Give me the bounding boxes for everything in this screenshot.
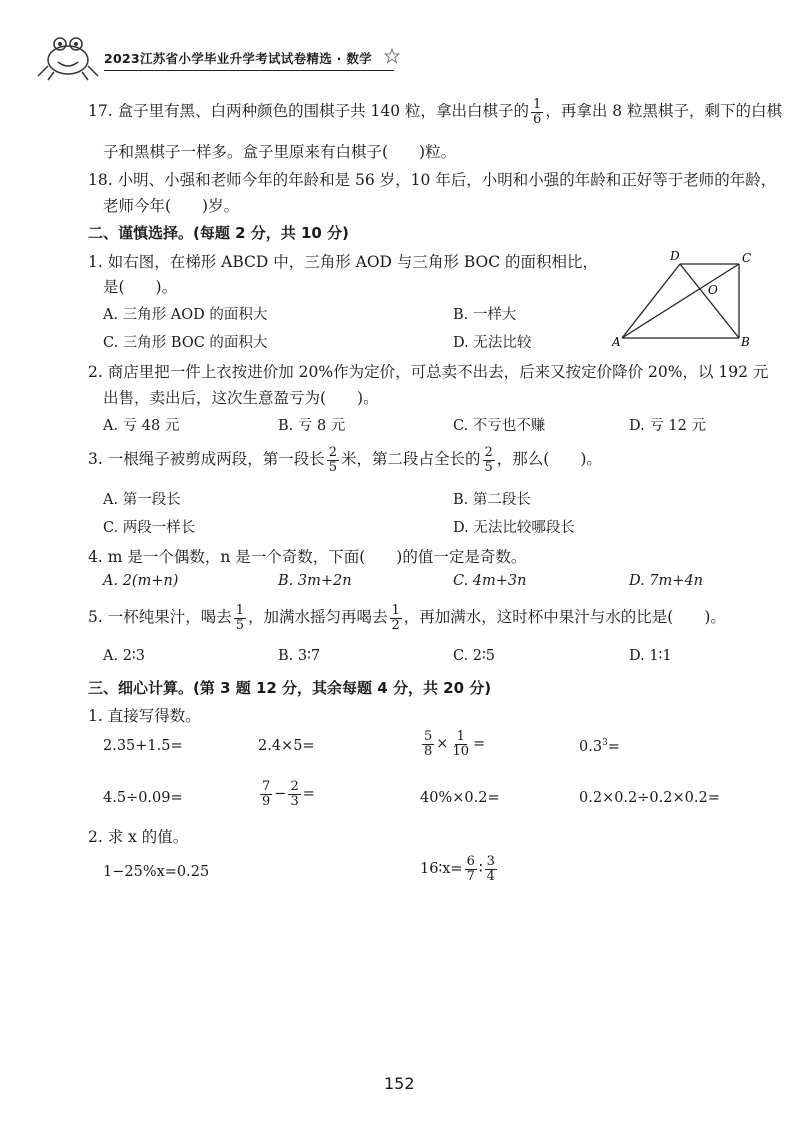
- choice-5-line1: [88, 604, 726, 632]
- choice-2-line2: 出售，卖出后，这次生意盈亏为( )。: [103, 389, 379, 407]
- c3-f2-den: 5: [484, 459, 493, 475]
- c5-text-b: ，加满水摇匀再喝去: [248, 608, 388, 627]
- r2c2-f2-num: 2: [290, 779, 299, 794]
- page-number: 152: [384, 1074, 415, 1093]
- r1c4-exponent: 3: [602, 738, 608, 748]
- choice-3-option-b: B. 第二段长: [453, 492, 531, 508]
- choice-2-option-b: B. 亏 8 元: [278, 418, 346, 434]
- r1c4-base: 0.3: [579, 738, 603, 755]
- choice-1-line2: 是( )。: [103, 278, 178, 296]
- r2c2-equals: =: [302, 786, 315, 803]
- choice-3-option-c: C. 两段一样长: [103, 520, 196, 536]
- eq2-f1-num: 6: [466, 854, 475, 869]
- choice-4-option-c: C. 4m+3n: [453, 573, 527, 589]
- eq2-f2-num: 3: [486, 854, 495, 869]
- r2c2-fraction-2: [288, 780, 300, 808]
- r2c2-f1-num: 7: [262, 779, 271, 794]
- calc-1-r1c2: 2.4×5=: [258, 738, 315, 754]
- r1c3-fraction-1: [422, 730, 434, 758]
- c3-text-b: 米，第二段占全长的: [341, 450, 481, 469]
- calc-2-title: 2. 求 x 的值。: [88, 828, 189, 846]
- question-18-line2: 老师今年( )岁。: [103, 197, 240, 215]
- section-3-title: 三、细心计算。(第 3 题 12 分，其余每题 4 分，共 20 分): [88, 679, 492, 697]
- choice-1-option-c: C. 三角形 BOC 的面积大: [103, 335, 268, 351]
- r1c3-f1-num: 5: [424, 729, 433, 744]
- calc-1-r1c4: [579, 738, 620, 755]
- choice-2-option-d: D. 亏 12 元: [629, 418, 706, 434]
- r1c3-f2-den: 10: [452, 743, 469, 759]
- r1c3-operator: ×: [436, 736, 449, 753]
- r1c3-fraction-2: [450, 730, 471, 758]
- choice-4-option-b: B. 3m+2n: [278, 573, 352, 589]
- choice-5-option-c: C. 2∶5: [453, 648, 496, 664]
- vertex-label-a: A: [612, 335, 621, 348]
- frog-mascot-icon: [34, 30, 102, 82]
- c3-f1-num: 2: [328, 445, 337, 460]
- q17-frac-num: 1: [533, 97, 542, 112]
- c3-f2-num: 2: [484, 445, 493, 460]
- c5-f1-num: 1: [235, 603, 244, 618]
- c5-f2-num: 1: [391, 603, 400, 618]
- star-decoration-icon: [384, 48, 400, 64]
- trapezoid-figure: [612, 248, 762, 348]
- c5-fraction-2: [390, 604, 402, 632]
- vertex-label-c: C: [742, 251, 752, 265]
- calc-1-r2c1: 4.5÷0.09=: [103, 790, 183, 806]
- q17-fraction: [531, 98, 543, 126]
- eq2-fraction-1: [465, 855, 477, 883]
- eq2-fraction-2: [485, 855, 497, 883]
- choice-5-option-a: A. 2∶3: [103, 648, 145, 664]
- choice-4-option-a: A. 2(m+n): [103, 573, 179, 589]
- question-17-line2: 子和黑棋子一样多。盒子里原来有白棋子( )粒。: [103, 143, 457, 161]
- trapezoid-edge-ad: [622, 264, 680, 338]
- section-2-title: 二、谨慎选择。(每题 2 分，共 10 分): [88, 224, 349, 242]
- c3-text-a: 3. 一根绳子被剪成两段，第一段长: [88, 450, 325, 469]
- r2c2-fraction-1: [260, 780, 272, 808]
- choice-3-option-a: A. 第一段长: [103, 492, 181, 508]
- choice-1-option-b: B. 一样大: [453, 307, 517, 323]
- header-rule: [104, 70, 394, 71]
- r1c3-f1-den: 8: [424, 743, 433, 759]
- question-18-line1: 18. 小明、小强和老师今年的年龄和是 56 岁，10 年后，小明和小强的年龄和正好等于老师的年龄，: [88, 171, 777, 189]
- calc-1-r2c3: 40%×0.2=: [420, 790, 500, 806]
- calc-1-r2c4: 0.2×0.2÷0.2×0.2=: [579, 790, 720, 806]
- eq2-ratio-sign: ∶: [478, 861, 483, 878]
- choice-1-line1: 1. 如右图，在梯形 ABCD 中，三角形 AOD 与三角形 BOC 的面积相比，: [88, 253, 599, 271]
- q17-text-a: 17. 盒子里有黑、白两种颜色的围棋子共 140 粒，拿出白棋子的: [88, 102, 530, 121]
- choice-4-line1: 4. m 是一个偶数，n 是一个奇数，下面( )的值一定是奇数。: [88, 548, 527, 566]
- choice-2-option-c: C. 不亏也不赚: [453, 418, 546, 434]
- q17-frac-den: 6: [533, 111, 542, 127]
- vertex-label-b: B: [741, 335, 750, 348]
- eq2-text: 16∶x=: [420, 861, 463, 878]
- r2c2-f1-den: 9: [262, 793, 271, 809]
- calc-1-title: 1. 直接写得数。: [88, 707, 201, 725]
- eq2-f2-den: 4: [486, 868, 495, 884]
- choice-2-line1: 2. 商店里把一件上衣按进价加 20%作为定价，可总卖不出去，后来又按定价降价 20%，以 192 元: [88, 363, 769, 381]
- calc-1-r1c3: [420, 730, 485, 758]
- choice-1-option-a: A. 三角形 AOD 的面积大: [103, 307, 268, 323]
- choice-2-option-a: A. 亏 48 元: [103, 418, 180, 434]
- trapezoid-diagonal-db: [680, 264, 739, 338]
- c3-f1-den: 5: [328, 459, 337, 475]
- choice-1-option-d: D. 无法比较: [453, 335, 532, 351]
- c5-text-a: 5. 一杯纯果汁，喝去: [88, 608, 232, 627]
- vertex-label-d: D: [670, 249, 680, 263]
- c5-text-c: ，再加满水，这时杯中果汁与水的比是( )。: [403, 608, 726, 627]
- vertex-label-o: O: [708, 283, 718, 297]
- c3-text-c: ，那么( )。: [496, 450, 602, 469]
- c5-f1-den: 5: [235, 617, 244, 633]
- trapezoid-diagonal-ac: [622, 264, 739, 338]
- header-title: 2023江苏省小学毕业升学考试试卷精选 · 数学: [104, 51, 372, 66]
- r1c3-f2-num: 1: [456, 729, 465, 744]
- choice-5-option-b: B. 3∶7: [278, 648, 321, 664]
- r1c3-equals: =: [472, 736, 486, 753]
- c3-fraction-2: [483, 446, 495, 474]
- r2c2-f2-den: 3: [290, 793, 299, 809]
- choice-5-option-d: D. 1∶1: [629, 648, 672, 664]
- r1c4-equals: =: [607, 738, 620, 755]
- c3-fraction-1: [327, 446, 339, 474]
- q17-text-b: ，再拿出 8 粒黑棋子，剩下的白棋: [545, 102, 783, 121]
- choice-3-line1: [88, 446, 602, 474]
- choice-3-option-d: D. 无法比较哪段长: [453, 520, 575, 536]
- calc-1-r2c2: [258, 780, 315, 808]
- calc-1-r1c1: 2.35+1.5=: [103, 738, 183, 754]
- c5-f2-den: 2: [391, 617, 400, 633]
- calc-2-equation-1: 1−25%x=0.25: [103, 864, 210, 880]
- r2c2-operator: −: [274, 786, 287, 803]
- eq2-f1-den: 7: [466, 868, 475, 884]
- c5-fraction-1: [234, 604, 246, 632]
- choice-4-option-d: D. 7m+4n: [629, 573, 704, 589]
- question-17-line1: [88, 98, 782, 126]
- calc-2-equation-2: [420, 855, 499, 883]
